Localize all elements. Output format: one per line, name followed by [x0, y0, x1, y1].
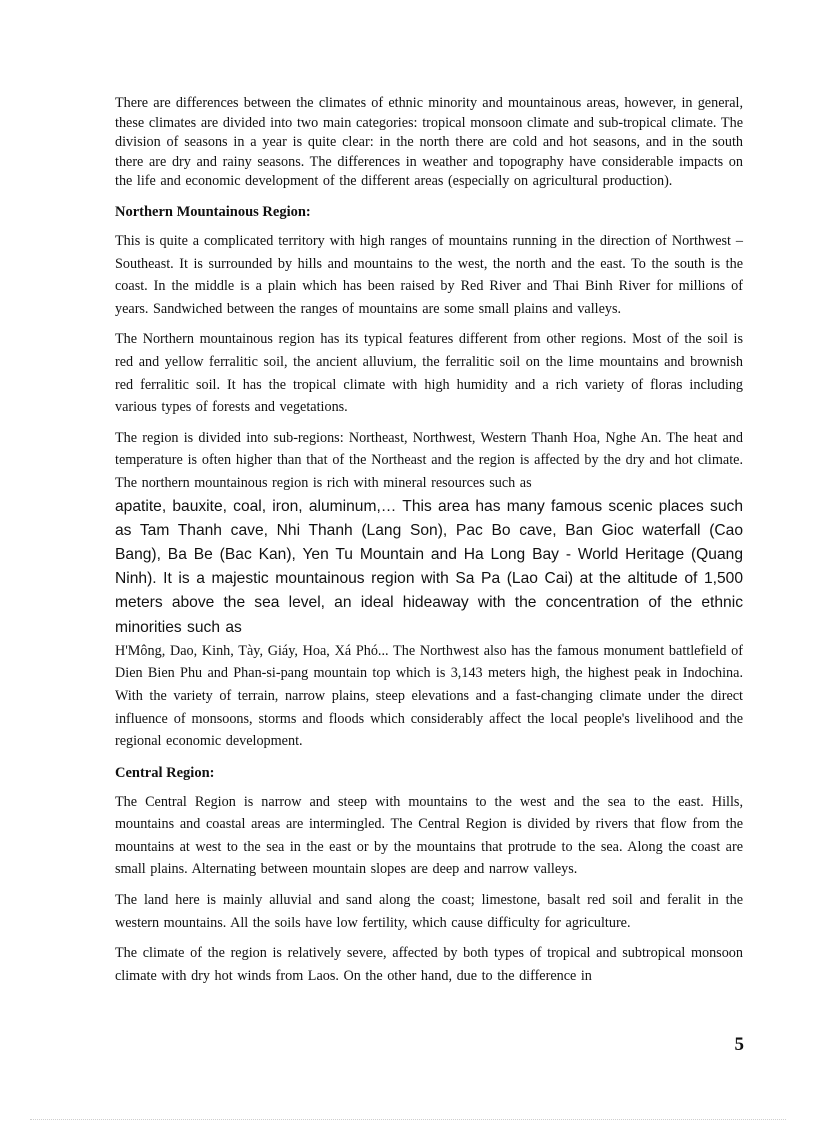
- central-region-heading: Central Region:: [115, 764, 215, 781]
- northern-paragraph-3-part-3: H'Mông, Dao, Kinh, Tày, Giáy, Hoa, Xá Phó... The Northwest also has the famous monument battlefield of Dien Bien Phu and Phan-si-pang mountain top which is 3,143 meters high, the highest peak in Indochina. With the variety of terrain, narrow plains, steep elevations and a fast-changing climate under the direct influence of monsoons, storms and floods which considerably affect the local people's livelihood and the regional economic development.: [115, 642, 743, 750]
- page-number: 5: [734, 1034, 744, 1055]
- central-paragraph-3: The climate of the region is relatively severe, affected by both types of tropical and subtropical monsoon climate with dry hot winds from Laos. On the other hand, due to the difference in: [115, 945, 743, 984]
- central-paragraph-2: The land here is mainly alluvial and sand along the coast; limestone, basalt red soil and feralit in the western mountains. All the soils have low fertility, which cause difficulty for agriculture.: [115, 892, 743, 931]
- northern-region-heading: Northern Mountainous Region:: [115, 203, 311, 220]
- northern-paragraph-3-part-2: apatite, bauxite, coal, iron, aluminum,… This area has many famous scenic places such as Tam Thanh cave, Nhi Thanh (Lang Son), Pac Bo cave, Ban Gioc waterfall (Cao Bang), Ba Be (Bac Kan), Yen Tu Mountain and Ha Long Bay - World Heritage (Quang Ninh). It is a majestic mountainous region with Sa Pa (Lao Cai) at the altitude of 1,500 meters above the sea level, an ideal hideaway with the concentration of the ethnic minorities such as: [115, 497, 743, 636]
- central-paragraph-1: The Central Region is narrow and steep with mountains to the west and the sea to the east. Hills, mountains and coastal areas are intermingled. The Central Region is divided by rivers that flow from the mountains at west to the sea in the east or by the mountains that protrude to the sea. Along the coast are small plains. Alternating between mountain slopes are deep and narrow valleys.: [115, 793, 743, 878]
- northern-paragraph-1: This is quite a complicated territory with high ranges of mountains running in the direction of Northwest – Southeast. It is surrounded by hills and mountains to the west, the north and the east. To the south is the coast. In the middle is a plain which has been raised by Red River and Thai Binh River for millions of years. Sandwiched between the ranges of mountains are some small plains and valleys.: [115, 232, 743, 317]
- page-content: [115, 94, 743, 995]
- northern-paragraph-3-part-1: The region is divided into sub-regions: Northeast, Northwest, Western Thanh Hoa, Nghe An. The heat and temperature is often higher than that of the Northeast and the region is affected by the dry and hot climate. The northern mountainous region is rich with mineral resources such as: [115, 429, 743, 491]
- northern-paragraph-3: [115, 427, 743, 753]
- northern-paragraph-2: The Northern mountainous region has its typical features different from other regions. Most of the soil is red and yellow ferralitic soil, the ancient alluvium, the ferralitic soil on the lime mountains and brownish red ferralitic soil. It has the tropical climate with high humidity and a rich variety of floras including various types of forests and vegetations.: [115, 331, 743, 416]
- intro-paragraph: There are differences between the climates of ethnic minority and mountainous areas, however, in general, these climates are divided into two main categories: tropical monsoon climate and sub-tropical climate. The division of seasons in a year is quite clear: in the north there are cold and hot seasons, and in the south there are dry and rainy seasons. The differences in weather and topography have considerable impacts on the life and economic development of the different areas (especially on agricultural production).: [115, 95, 743, 190]
- footer-divider: [30, 1119, 786, 1120]
